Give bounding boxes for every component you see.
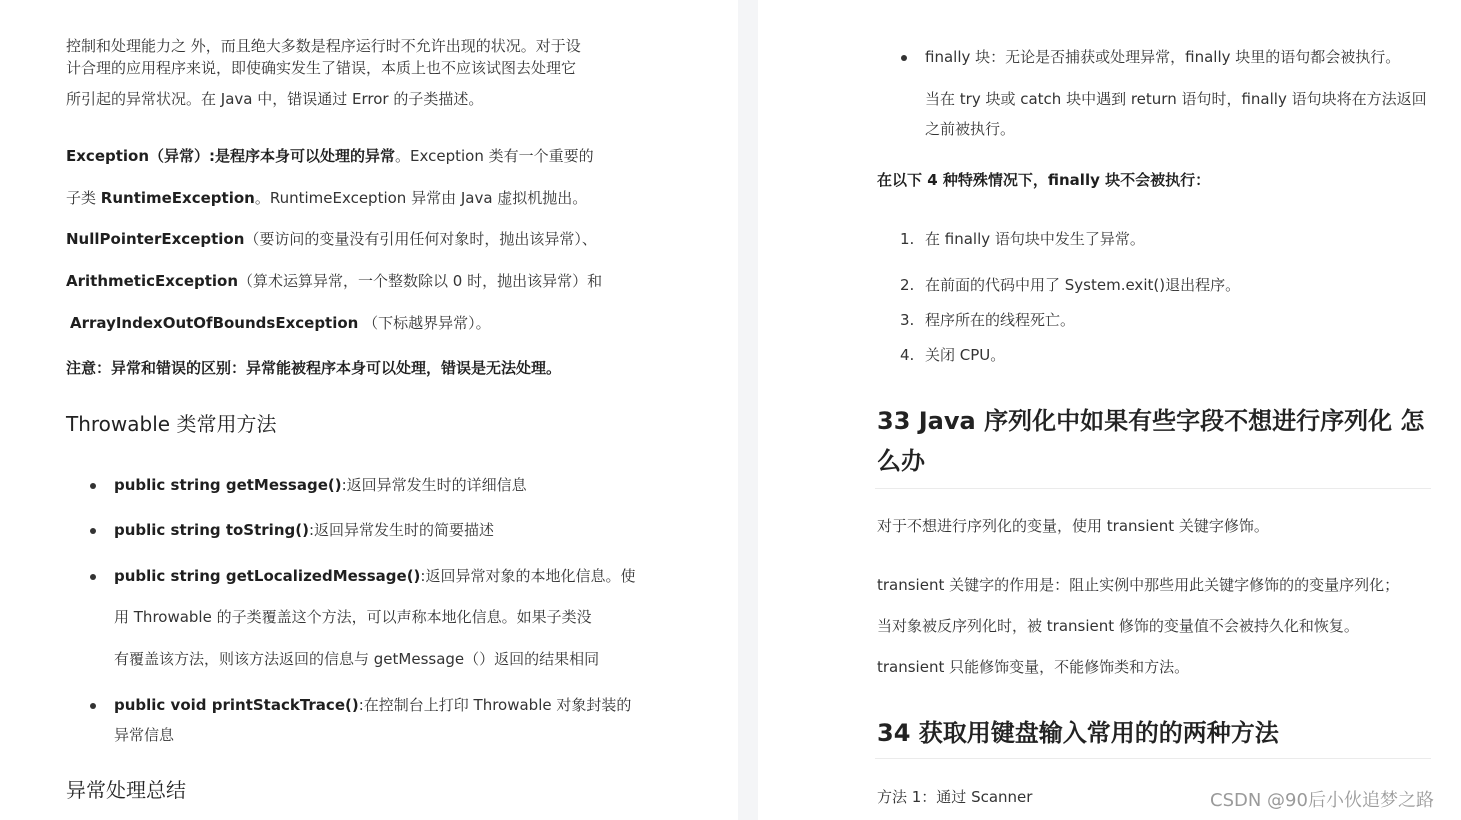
exception-term: Exception（异常）:是程序本身可以处理的异常 — [66, 147, 396, 165]
note-line: 注意：异常和错误的区别：异常能被程序本身可以处理，错误是无法处理。 — [66, 359, 562, 377]
arithmetic-line — [66, 271, 602, 291]
method-item — [114, 695, 631, 715]
finally-note-line: 当在 try 块或 catch 块中遇到 return 语句时，finally 语句块将在方法返回 — [925, 90, 1427, 108]
summary-heading: 异常处理总结 — [66, 778, 186, 802]
case-text: 在前面的代码中用了 System.exit()退出程序。 — [925, 276, 1241, 294]
transient-line: transient 关键字的作用是：阻止实例中那些用此关键字修饰的的变量序列化； — [877, 576, 1400, 594]
finally-note-line: 之前被执行。 — [925, 120, 1016, 138]
finally-bullet: finally 块：无论是否捕获或处理异常，finally 块里的语句都会被执行。 — [925, 48, 1401, 66]
bullet-dot — [90, 528, 96, 534]
arithmetic-term: ArithmeticException — [66, 272, 239, 290]
case-number: 1. — [900, 230, 915, 248]
method-item — [114, 566, 635, 586]
runtime-exception-term: RuntimeException — [100, 189, 255, 207]
bullet-dot — [90, 574, 96, 580]
method-desc-continued: 用 Throwable 的子类覆盖这个方法，可以声称本地化信息。如果子类没 — [114, 608, 592, 626]
heading-divider — [875, 488, 1431, 489]
array-index-term: ArrayIndexOutOfBoundsException — [70, 314, 359, 332]
bullet-dot — [90, 483, 96, 489]
arithmetic-desc: （算术运算异常，一个整数除以 0 时，抛出该异常）和 — [238, 272, 603, 290]
npe-term: NullPointerException — [66, 230, 245, 248]
heading-divider — [875, 758, 1431, 759]
method-desc: :在控制台上打印 Throwable 对象封装的 — [358, 696, 632, 714]
case-number: 3. — [900, 311, 915, 329]
case-text: 关闭 CPU。 — [925, 346, 1006, 364]
paragraph-line: 所引起的异常状况。在 Java 中，错误通过 Error 的子类描述。 — [66, 90, 484, 108]
case-text: 程序所在的线程死亡。 — [925, 311, 1076, 329]
runtime-exception-desc: 。RuntimeException 异常由 Java 虚拟机抛出。 — [254, 189, 588, 207]
case-number: 2. — [900, 276, 915, 294]
special-cases-line: 在以下 4 种特殊情况下，finally 块不会被执行： — [877, 171, 1211, 189]
section-33-heading: 33 Java 序列化中如果有些字段不想进行序列化 怎 — [877, 407, 1425, 435]
array-index-desc: （下标越界异常）。 — [358, 314, 491, 332]
bullet-dot — [901, 55, 907, 61]
exception-line — [66, 146, 594, 166]
method-desc: :返回异常发生时的详细信息 — [341, 476, 527, 494]
case-number: 4. — [900, 346, 915, 364]
runtime-exception-line — [66, 188, 587, 208]
method-item — [114, 475, 527, 495]
method-desc-continued: 有覆盖该方法，则该方法返回的信息与 getMessage（）返回的结果相同 — [114, 650, 600, 668]
section-33-heading-cont: 么办 — [877, 447, 925, 475]
method-desc: :返回异常对象的本地化信息。使 — [420, 567, 636, 585]
exception-desc: 。Exception 类有一个重要的 — [395, 147, 594, 165]
case-text: 在 finally 语句块中发生了异常。 — [925, 230, 1145, 248]
right-page — [758, 0, 1461, 820]
array-index-line — [70, 313, 491, 333]
text-prefix: 子类 — [66, 189, 101, 207]
transient-line: 当对象被反序列化时，被 transient 修饰的变量值不会被持久化和恢复。 — [877, 617, 1359, 635]
method-signature: public string toString() — [114, 521, 309, 539]
method-signature: public string getMessage() — [114, 476, 342, 494]
method-desc: :返回异常发生时的简要描述 — [308, 521, 495, 539]
paragraph-line: 计合理的应用程序来说，即使确实发生了错误，本质上也不应该试图去处理它 — [66, 59, 577, 77]
method1-line: 方法 1：通过 Scanner — [877, 788, 1033, 806]
transient-line: transient 只能修饰变量，不能修饰类和方法。 — [877, 658, 1190, 676]
paragraph-line: 控制和处理能力之 外，而且绝大多数是程序运行时不允许出现的状况。对于设 — [66, 37, 581, 55]
npe-line — [66, 229, 597, 249]
method-item — [114, 520, 494, 540]
method-desc-continued: 异常信息 — [114, 726, 175, 744]
method-signature: public string getLocalizedMessage() — [114, 567, 421, 585]
transient-intro: 对于不想进行序列化的变量，使用 transient 关键字修饰。 — [877, 517, 1269, 535]
npe-desc: （要访问的变量没有引用任何对象时，抛出该异常）、 — [244, 230, 597, 248]
csdn-watermark: CSDN @90后小伙追梦之路 — [1210, 790, 1434, 811]
page-gutter — [738, 0, 758, 820]
method-signature: public void printStackTrace() — [114, 696, 359, 714]
section-34-heading: 34 获取用键盘输入常用的的两种方法 — [877, 719, 1279, 747]
bullet-dot — [90, 703, 96, 709]
throwable-heading: Throwable 类常用方法 — [66, 412, 277, 436]
